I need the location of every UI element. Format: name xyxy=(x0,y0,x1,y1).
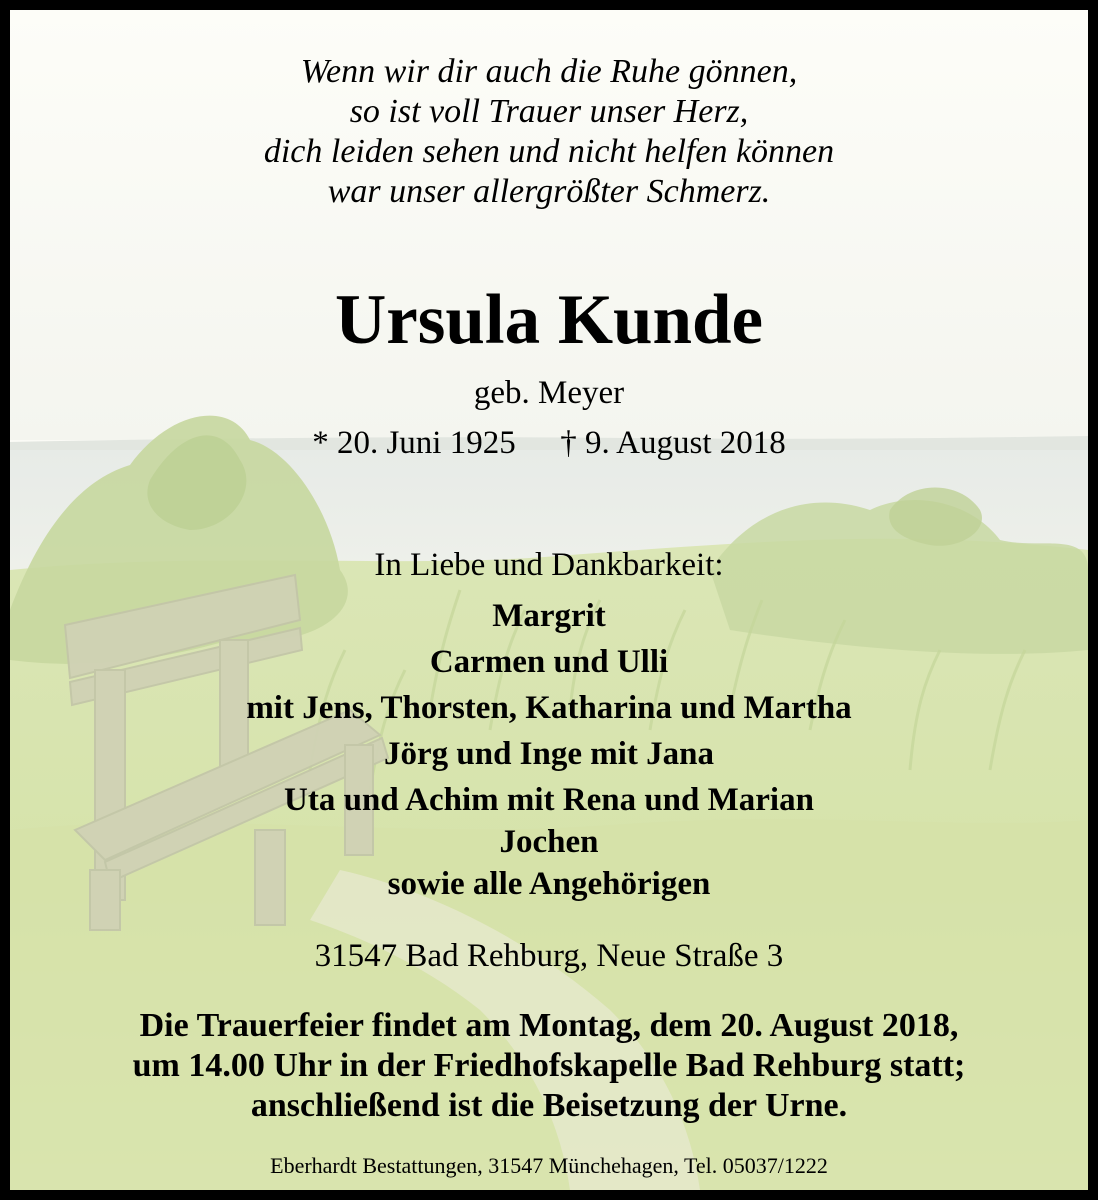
notice-content xyxy=(10,10,1088,1190)
mourner-line: sowie alle Angehörigen xyxy=(387,866,711,902)
mourner-line: Uta und Achim mit Rena und Marian xyxy=(284,782,814,818)
mourner-line: mit Jens, Thorsten, Katharina und Martha xyxy=(246,690,852,726)
undertaker-footer: Eberhardt Bestattungen, 31547 Münchehagen, Tel. 05037/1222 xyxy=(270,1153,828,1178)
birth-name: geb. Meyer xyxy=(473,375,625,411)
ceremony-line: Die Trauerfeier findet am Montag, dem 20. August 2018, xyxy=(139,1007,959,1044)
family-address: 31547 Bad Rehburg, Neue Straße 3 xyxy=(314,938,784,974)
death-date: † 9. August 2018 xyxy=(560,425,786,461)
poem-line: so ist voll Trauer unser Herz, xyxy=(349,93,749,130)
life-dates xyxy=(10,423,1088,463)
deceased-name: Ursula Kunde xyxy=(334,281,764,359)
ceremony-line: anschließend ist die Beisetzung der Urne. xyxy=(250,1087,848,1124)
ceremony-line: um 14.00 Uhr in der Friedhofskapelle Bad Rehburg statt; xyxy=(132,1047,966,1084)
mourners-intro: In Liebe und Dankbarkeit: xyxy=(374,547,724,583)
poem-line: Wenn wir dir auch die Ruhe gönnen, xyxy=(300,53,798,90)
mourner-line: Carmen und Ulli xyxy=(429,644,669,680)
birth-date: * 20. Juni 1925 xyxy=(312,425,516,461)
mourner-line: Margrit xyxy=(492,598,606,634)
poem-line: dich leiden sehen und nicht helfen können xyxy=(263,133,835,170)
poem-line: war unser allergrößter Schmerz. xyxy=(327,173,771,210)
mourner-line: Jörg und Inge mit Jana xyxy=(383,736,715,772)
mourner-line: Jochen xyxy=(499,824,599,860)
